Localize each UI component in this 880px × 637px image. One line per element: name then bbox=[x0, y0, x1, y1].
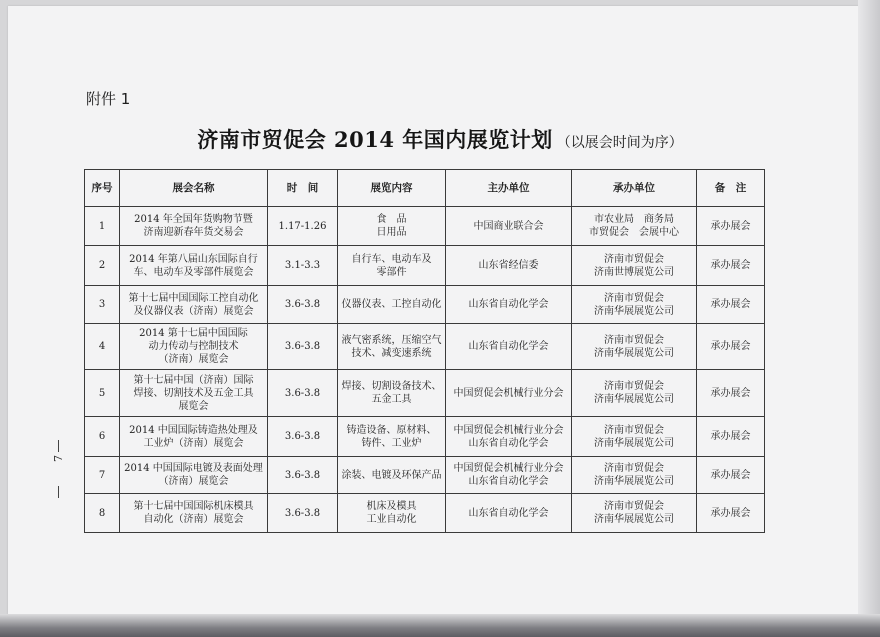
cell-remark: 承办展会 bbox=[697, 286, 765, 324]
cell-name: 2014 年全国年货购物节暨 济南迎新春年货交易会 bbox=[120, 207, 268, 246]
header-organizer: 承办单位 bbox=[572, 170, 697, 207]
cell-no: 7 bbox=[85, 457, 120, 494]
cell-remark: 承办展会 bbox=[697, 207, 765, 246]
table-row bbox=[85, 494, 765, 533]
cell-organizer: 市农业局 商务局 市贸促会 会展中心 bbox=[572, 207, 697, 246]
cell-organizer: 济南市贸促会 济南华展展览公司 bbox=[572, 370, 697, 417]
table-header-row bbox=[85, 170, 765, 207]
cell-organizer: 济南市贸促会 济南华展展览公司 bbox=[572, 324, 697, 370]
cell-no: 6 bbox=[85, 417, 120, 457]
cell-host: 中国贸促会机械行业分会 山东省自动化学会 bbox=[446, 457, 572, 494]
cell-name: 第十七届中国（济南）国际 焊接、切割技术及五金工具 展览会 bbox=[120, 370, 268, 417]
page-number-dash-bottom bbox=[58, 486, 59, 498]
cell-no: 2 bbox=[85, 246, 120, 286]
cell-content: 自行车、电动车及 零部件 bbox=[338, 246, 446, 286]
cell-remark: 承办展会 bbox=[697, 324, 765, 370]
cell-remark: 承办展会 bbox=[697, 417, 765, 457]
table-row bbox=[85, 457, 765, 494]
document-title bbox=[0, 124, 880, 154]
cell-time: 3.6-3.8 bbox=[268, 286, 338, 324]
cell-name: 2014 第十七届中国国际 动力传动与控制技术 （济南）展览会 bbox=[120, 324, 268, 370]
cell-content: 铸造设备、原材料、 铸件、工业炉 bbox=[338, 417, 446, 457]
cell-organizer: 济南市贸促会 济南华展展览公司 bbox=[572, 417, 697, 457]
cell-host: 山东省自动化学会 bbox=[446, 286, 572, 324]
paper-right-shadow bbox=[858, 0, 880, 637]
cell-host: 中国商业联合会 bbox=[446, 207, 572, 246]
page-number: 7 bbox=[52, 455, 65, 462]
header-remark: 备 注 bbox=[697, 170, 765, 207]
cell-host: 山东省自动化学会 bbox=[446, 494, 572, 533]
cell-organizer: 济南市贸促会 济南世博展览公司 bbox=[572, 246, 697, 286]
cell-time: 3.6-3.8 bbox=[268, 417, 338, 457]
cell-time: 1.17-1.26 bbox=[268, 207, 338, 246]
table-row bbox=[85, 207, 765, 246]
cell-content: 仪器仪表、工控自动化 bbox=[338, 286, 446, 324]
cell-content: 液气密系统，压缩空气 技术、减变速系统 bbox=[338, 324, 446, 370]
cell-time: 3.6-3.8 bbox=[268, 457, 338, 494]
header-name: 展会名称 bbox=[120, 170, 268, 207]
table-row bbox=[85, 417, 765, 457]
scanner-bottom-edge bbox=[0, 614, 880, 637]
cell-no: 1 bbox=[85, 207, 120, 246]
cell-organizer: 济南市贸促会 济南华展展览公司 bbox=[572, 286, 697, 324]
attachment-label: 附件 1 bbox=[86, 90, 131, 108]
page-number-dash-top bbox=[58, 440, 59, 452]
cell-time: 3.1-3.3 bbox=[268, 246, 338, 286]
exhibition-plan-table bbox=[84, 169, 765, 533]
cell-time: 3.6-3.8 bbox=[268, 494, 338, 533]
title-note: （以展会时间为序） bbox=[556, 135, 683, 151]
cell-content: 涂装、电镀及环保产品 bbox=[338, 457, 446, 494]
header-host: 主办单位 bbox=[446, 170, 572, 207]
cell-time: 3.6-3.8 bbox=[268, 324, 338, 370]
cell-name: 2014 中国国际电镀及表面处理 （济南）展览会 bbox=[120, 457, 268, 494]
cell-host: 山东省经信委 bbox=[446, 246, 572, 286]
table-row bbox=[85, 246, 765, 286]
cell-remark: 承办展会 bbox=[697, 246, 765, 286]
cell-remark: 承办展会 bbox=[697, 370, 765, 417]
cell-no: 8 bbox=[85, 494, 120, 533]
cell-content: 食 品 日用品 bbox=[338, 207, 446, 246]
cell-name: 2014 年第八届山东国际自行 车、电动车及零部件展览会 bbox=[120, 246, 268, 286]
cell-no: 5 bbox=[85, 370, 120, 417]
title-main: 济南市贸促会 2014 年国内展览计划 bbox=[197, 127, 553, 152]
cell-organizer: 济南市贸促会 济南华展展览公司 bbox=[572, 457, 697, 494]
table-body bbox=[85, 207, 765, 533]
cell-remark: 承办展会 bbox=[697, 494, 765, 533]
cell-host: 中国贸促会机械行业分会 山东省自动化学会 bbox=[446, 417, 572, 457]
header-content: 展览内容 bbox=[338, 170, 446, 207]
cell-name: 第十七届中国国际工控自动化 及仪器仪表（济南）展览会 bbox=[120, 286, 268, 324]
cell-name: 2014 中国国际铸造热处理及 工业炉（济南）展览会 bbox=[120, 417, 268, 457]
table-row bbox=[85, 286, 765, 324]
cell-no: 4 bbox=[85, 324, 120, 370]
cell-content: 焊接、切割设备技术、 五金工具 bbox=[338, 370, 446, 417]
table-row bbox=[85, 370, 765, 417]
cell-time: 3.6-3.8 bbox=[268, 370, 338, 417]
cell-remark: 承办展会 bbox=[697, 457, 765, 494]
cell-host: 中国贸促会机械行业分会 bbox=[446, 370, 572, 417]
table-row bbox=[85, 324, 765, 370]
header-time: 时 间 bbox=[268, 170, 338, 207]
cell-content: 机床及模具 工业自动化 bbox=[338, 494, 446, 533]
cell-host: 山东省自动化学会 bbox=[446, 324, 572, 370]
cell-no: 3 bbox=[85, 286, 120, 324]
header-no: 序号 bbox=[85, 170, 120, 207]
cell-organizer: 济南市贸促会 济南华展展览公司 bbox=[572, 494, 697, 533]
cell-name: 第十七届中国国际机床模具 自动化（济南）展览会 bbox=[120, 494, 268, 533]
